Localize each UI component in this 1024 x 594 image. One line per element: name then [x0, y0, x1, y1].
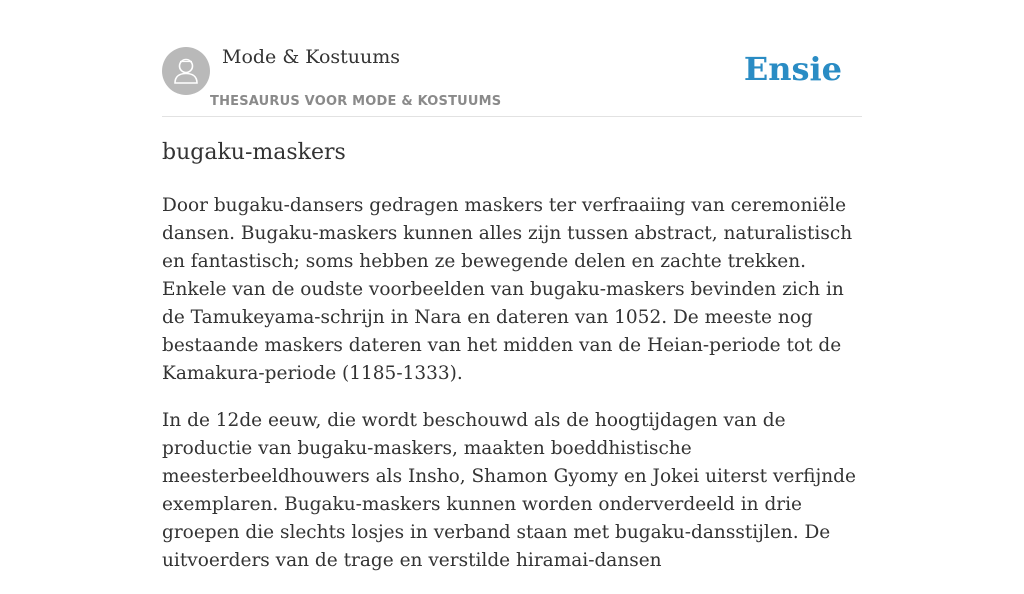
entry-paragraph: In de 12de eeuw, die wordt beschouwd als de hoogtijdagen van de productie van bugaku-maskers, maakten boeddhistische meesterbeeldhouwers als Insho, Shamon Gyomy en Jokei uiterst verfijnde exemplaren. Bugaku-maskers kunnen worden onderverdeeld in drie groepen die slechts losjes in verband staan met bugaku-dansstijlen. De uitvoerders van de trage en verstilde hiramai-dansen: [162, 410, 856, 571]
entry-title: bugaku-maskers: [162, 140, 346, 165]
site-title[interactable]: Mode & Kostuums: [222, 46, 401, 68]
site-header: [162, 40, 862, 117]
user-icon[interactable]: [162, 47, 210, 95]
entry-paragraph: Door bugaku-dansers gedragen maskers ter verfraaiing van ceremoniële dansen. Bugaku-maskers kunnen alles zijn tussen abstract, naturalistisch en fantastisch; soms hebben ze bewegende delen en zachte trekken. Enkele van de oudste voorbeelden van bugaku-maskers bevinden zich in de Tamukeyama-schrijn in Nara en dateren van 1052. De meeste nog bestaande maskers dateren van het midden van de Heian-periode tot de Kamakura-periode (1185-1333).: [162, 195, 853, 384]
site-subtitle: THESAURUS VOOR MODE & KOSTUUMS: [210, 94, 502, 109]
ensie-logo-link[interactable]: Ensie: [743, 50, 842, 88]
entry-body: [162, 192, 862, 594]
